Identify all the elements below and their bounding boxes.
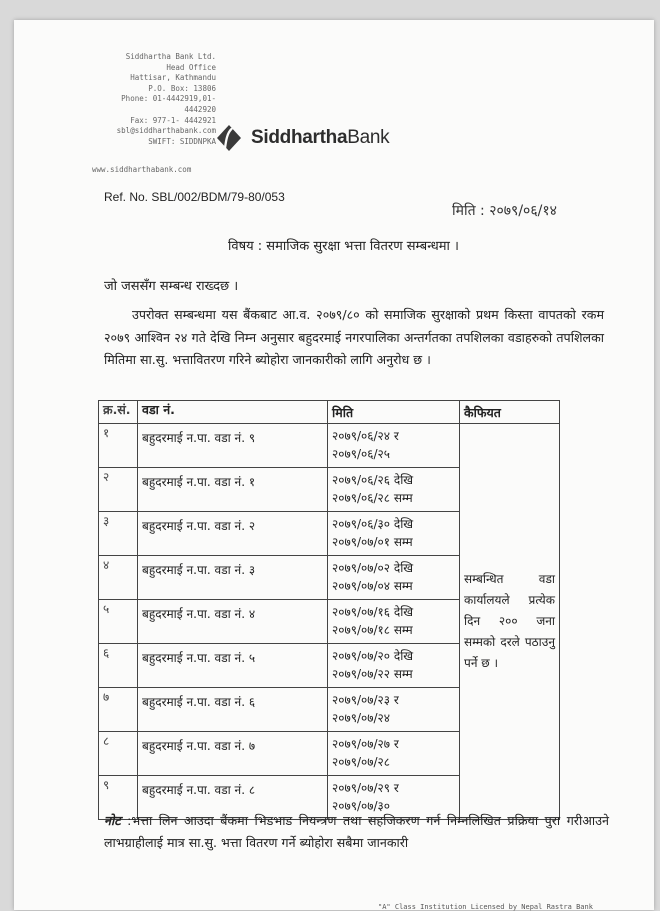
footer-license-text: "A" Class Institution Licensed by Nepal Rastra Bank xyxy=(378,903,593,911)
note-label: नोट xyxy=(104,813,121,828)
serial-number-cell: १ xyxy=(99,424,138,468)
serial-number-cell: २ xyxy=(99,468,138,512)
ward-cell: बहुदरमाई न.पा. वडा नं. ५ xyxy=(138,644,328,688)
date-cell: २०७९/०७/२९ र २०७९/०७/३० xyxy=(328,776,460,820)
address-line: Siddhartha Bank Ltd. xyxy=(125,52,216,61)
address-line: P.O. Box: 13806 xyxy=(148,83,216,93)
serial-number-cell: ४ xyxy=(99,556,138,600)
ward-cell: बहुदरमाई न.पा. वडा नं. ३ xyxy=(138,556,328,600)
body-paragraph: उपरोक्त सम्बन्धमा यस बैंकबाट आ.व. २०७९/८० को समाजिक सुरक्षाको प्रथम किस्ता वापतको रकम २०७९ आश्विन २४ गते देखि निम्न अनुसार बहुदरमाई नगरपालिका अन्तर्गतका तपशिलका वडाहरुको तपशिलका मितिमा सा.सु. भत्तावितरण गरिने ब्योहोरा जानकारीको लागि अनुरोध छ । xyxy=(104,307,604,367)
distribution-schedule-table xyxy=(98,400,560,820)
bank-logo-text: SiddharthaBank xyxy=(251,127,390,148)
date-cell: २०७९/०६/३० देखि २०७९/०७/०१ सम्म xyxy=(328,512,460,556)
address-line: Fax: 977-1- 4442921 xyxy=(130,115,216,125)
bank-address-block xyxy=(92,52,216,147)
address-line: Head Office xyxy=(166,62,216,72)
ward-cell: बहुदरमाई न.पा. वडा नं. १ xyxy=(138,468,328,512)
serial-number-cell: ९ xyxy=(99,776,138,820)
reference-number: Ref. No. SBL/002/BDM/79-80/053 xyxy=(104,190,285,204)
letter-page xyxy=(14,20,654,910)
address-line: 4442920 xyxy=(184,104,216,114)
serial-number-cell: ३ xyxy=(99,512,138,556)
ward-cell: बहुदरमाई न.पा. वडा नं. २ xyxy=(138,512,328,556)
ward-cell: बहुदरमाई न.पा. वडा नं. ७ xyxy=(138,732,328,776)
column-header-date: मिति xyxy=(328,401,460,424)
note-paragraph xyxy=(104,810,609,854)
note-text: :भत्ता लिन आउदा बैंकमा भिडभाड नियन्त्रण तथा सहजिकरण गर्न निम्नलिखित प्रक्रिया पुरा गरीआउने लाभग्राहीलाई मात्र सा.सु. भत्ता वितरण गर्ने ब्योहोरा सबैमा जानकारी xyxy=(104,813,609,850)
remark-cell: सम्बन्धित वडा कार्यालयले प्रत्येक दिन २०० जना सम्मको दरले पठाउनु पर्ने छ । xyxy=(460,424,560,820)
column-header-sn: क्र.सं. xyxy=(99,401,138,424)
address-line: Hattisar, Kathmandu xyxy=(130,73,216,83)
siddhartha-bank-logo-icon xyxy=(217,125,241,151)
date-cell: २०७९/०६/२६ देखि २०७९/०६/२८ सम्म xyxy=(328,468,460,512)
column-header-remark: कैफियत xyxy=(460,401,560,424)
salutation: जो जससँग सम्बन्ध राख्दछ । xyxy=(104,279,239,294)
date-cell: २०७९/०७/२० देखि २०७९/०७/२२ सम्म xyxy=(328,644,460,688)
date-cell: २०७९/०६/२४ र २०७९/०६/२५ xyxy=(328,424,460,468)
table-row xyxy=(99,424,560,468)
ward-cell: बहुदरमाई न.पा. वडा नं. ४ xyxy=(138,600,328,644)
bank-logo xyxy=(217,125,389,151)
address-line: sbl@siddharthabank.com xyxy=(116,126,216,136)
serial-number-cell: ७ xyxy=(99,688,138,732)
table-header-row xyxy=(99,401,560,424)
serial-number-cell: ८ xyxy=(99,732,138,776)
ward-cell: बहुदरमाई न.पा. वडा नं. ८ xyxy=(138,776,328,820)
bank-website: www.siddharthabank.com xyxy=(92,165,192,174)
ward-cell: बहुदरमाई न.पा. वडा नं. ९ xyxy=(138,424,328,468)
serial-number-cell: ५ xyxy=(99,600,138,644)
date-cell: २०७९/०७/२३ र २०७९/०७/२४ xyxy=(328,688,460,732)
date-cell: २०७९/०७/१६ देखि २०७९/०७/१८ सम्म xyxy=(328,600,460,644)
column-header-ward: वडा नं. xyxy=(138,401,328,424)
serial-number-cell: ६ xyxy=(99,644,138,688)
date-cell: २०७९/०७/२७ र २०७९/०७/२८ xyxy=(328,732,460,776)
ward-cell: बहुदरमाई न.पा. वडा नं. ६ xyxy=(138,688,328,732)
address-line: SWIFT: SIDDNPKA xyxy=(148,136,216,146)
letter-subject: विषय : समाजिक सुरक्षा भत्ता वितरण सम्बन्धमा । xyxy=(228,239,459,254)
address-line: Phone: 01-4442919,01- xyxy=(121,94,216,104)
date-cell: २०७९/०७/०२ देखि २०७९/०७/०४ सम्म xyxy=(328,556,460,600)
letter-date: मिति : २०७९/०६/१४ xyxy=(452,203,557,219)
